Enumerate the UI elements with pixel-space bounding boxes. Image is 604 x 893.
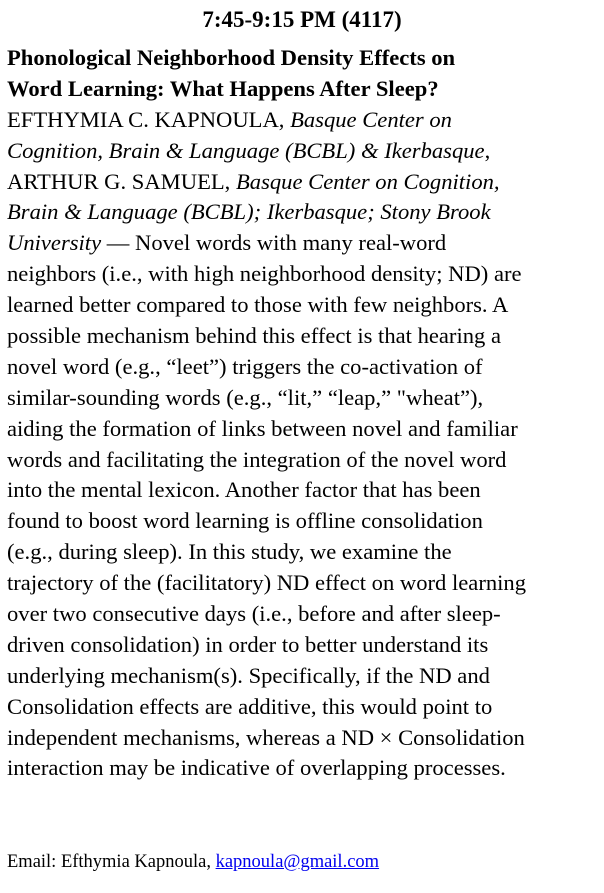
contact-email-line <box>7 849 379 875</box>
abstract-line: independent mechanisms, whereas a ND × Consolidation <box>7 724 525 750</box>
session-time: 7:45-9:15 PM (4117) <box>202 7 402 32</box>
abstract-title-line-2: Word Learning: What Happens After Sleep? <box>7 75 439 101</box>
author-line-1 <box>7 105 604 136</box>
author-2-affiliation-part-3: University <box>7 230 102 256</box>
abstract-content <box>7 43 604 784</box>
abstract-title-line-1: Phonological Neighborhood Density Effects on <box>7 45 456 70</box>
abstract-line: found to boost word learning is offline consolidation <box>7 508 483 534</box>
author-2-name: ARTHUR G. SAMUEL, <box>7 168 236 194</box>
abstract-line: (e.g., during sleep). In this study, we examine the <box>7 539 452 565</box>
abstract-line: learned better compared to those with few neighbors. A <box>7 292 509 318</box>
abstract-line: interaction may be indicative of overlapping processes. <box>7 755 506 781</box>
abstract-line: aiding the formation of links between novel and familiar <box>7 415 518 441</box>
author-1-affiliation-part-2: Cognition, Brain & Language (BCBL) & Ikerbasque <box>7 137 485 163</box>
author-2-affiliation-part-1: Basque Center on Cognition, <box>235 168 500 194</box>
abstract-line: driven consolidation) in order to better understand its <box>7 631 489 657</box>
author-2-affiliation-part-2: Brain & Language (BCBL); Ikerbasque; Stony Brook <box>7 199 491 225</box>
abstract-line: neighbors (i.e., with high neighborhood density; ND) are <box>7 261 522 287</box>
email-label: Email: Efthymia Kapnoula, <box>7 852 216 872</box>
abstract-line: words and facilitating the integration of the novel word <box>7 446 507 472</box>
abstract-line: into the mental lexicon. Another factor that has been <box>7 477 481 503</box>
author-1-affiliation-part-1: Basque Center on <box>290 106 452 132</box>
abstract-line: novel word (e.g., “leet”) triggers the co-activation of <box>7 353 483 379</box>
abstract-line: underlying mechanism(s). Specifically, if the ND and <box>7 662 490 688</box>
author-line-3 <box>7 167 604 198</box>
author-separator: , <box>484 137 491 163</box>
abstract-dash: — <box>101 230 136 256</box>
abstract-line: Novel words with many real-word <box>135 230 447 256</box>
author-line-2 <box>7 136 604 167</box>
abstract-first-line <box>7 228 604 259</box>
abstract-line: trajectory of the (facilitatory) ND effect on word learning <box>7 570 527 596</box>
abstract-line: over two consecutive days (i.e., before and after sleep- <box>7 601 501 627</box>
abstract-line: possible mechanism behind this effect is that hearing a <box>7 323 502 349</box>
author-1-name: EFTHYMIA C. KAPNOULA, <box>7 106 291 132</box>
abstract-line: Consolidation effects are additive, this would point to <box>7 693 493 719</box>
email-link[interactable]: kapnoula@gmail.com <box>215 852 380 872</box>
abstract-line: similar-sounding words (e.g., “lit,” “leap,” "wheat”), <box>7 384 484 410</box>
